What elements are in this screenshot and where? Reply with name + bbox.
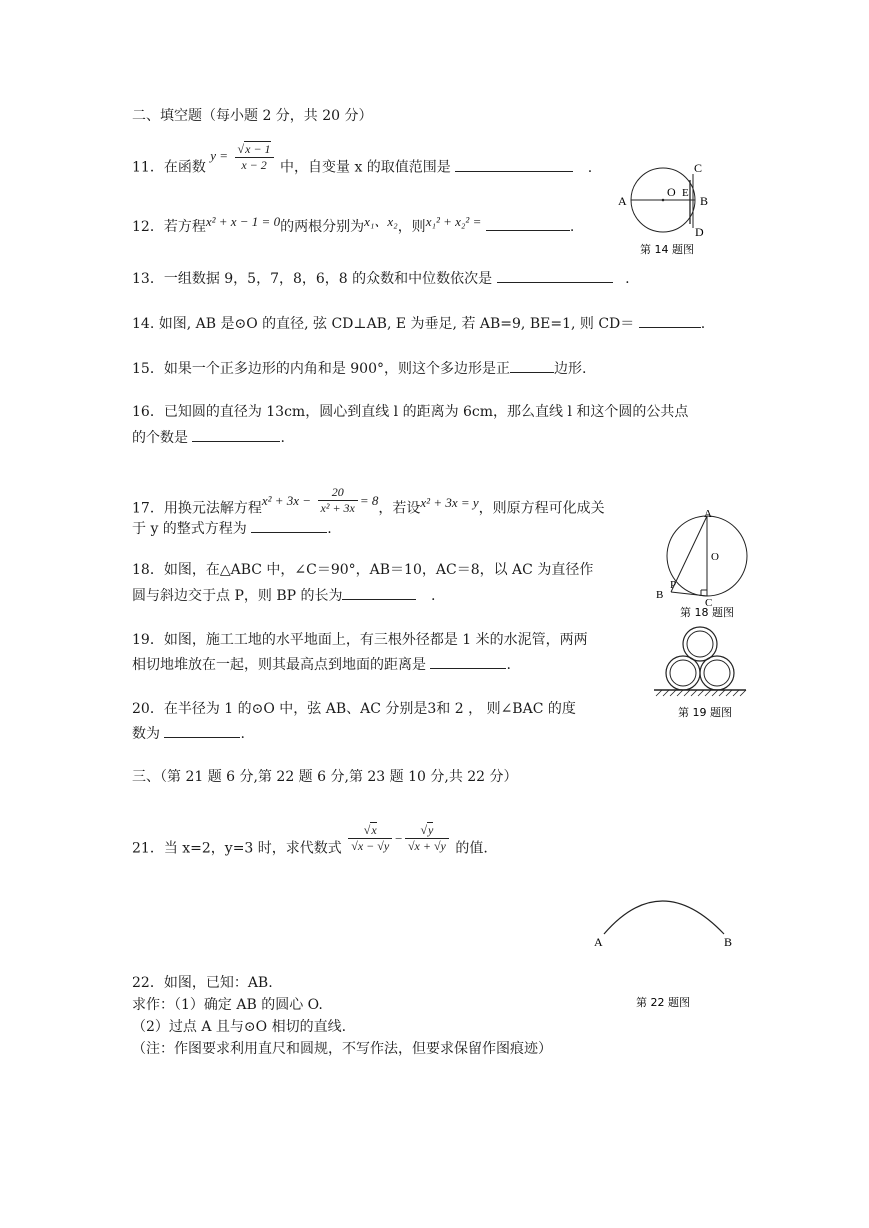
fig18-label-p: P	[670, 579, 677, 591]
q17-substitution: x² + 3x = y	[420, 494, 479, 510]
q11-fraction: $\frac{√x - 1}{x - 2}$	[235, 142, 274, 173]
fig18-label-o: O	[711, 551, 719, 563]
q12-sum-squares: x₁² + x₂² =	[425, 214, 482, 229]
fig18-label-c: C	[705, 597, 713, 609]
figure-19	[650, 622, 750, 722]
question-22-line-2: 求作：（1）确定 AB 的圆心 O.	[132, 997, 323, 1013]
q11-answer-blank[interactable]	[455, 157, 573, 172]
fig14-label-b: B	[700, 194, 709, 208]
q15-answer-blank[interactable]	[510, 358, 554, 373]
question-20-line-1: 20．在半径为 1 的⊙O 中，弦 AB、AC 分别是3和 2 ， 则∠BAC 的度	[132, 701, 576, 717]
question-22-line-3: （2）过点 A 且与⊙O 相切的直线.	[132, 1019, 347, 1035]
q21-fraction-x: $\frac{√x}{√x - √y}$	[348, 823, 392, 854]
fig22-label-b: B	[724, 935, 733, 949]
question-16-line-2: 的个数是 .	[132, 427, 285, 448]
question-12: 12．若方程x² + x − 1 = 0的两根分别为x₁、x₂，则x₁² + x₂² = .	[132, 214, 575, 235]
question-16-line-1: 16．已知圆的直径为 13cm，圆心到直线 l 的距离为 6cm，那么直线 l 和这个圆的公共点	[132, 404, 689, 420]
question-14: 14. 如图, AB 是⊙O 的直径, 弦 CD⊥AB, E 为垂足, 若 AB=9, BE=1, 则 CD＝ .	[132, 313, 705, 334]
fig22-label-a: A	[594, 935, 603, 949]
q18-answer-blank[interactable]	[342, 585, 416, 600]
q20-answer-blank[interactable]	[164, 723, 240, 738]
fig14-label-e: E	[682, 187, 689, 199]
q11-text: 中，自变量 x 的取值范围是	[280, 159, 451, 176]
question-18-line-2: 圆与斜边交于点 P，则 BP 的长为 .	[132, 585, 435, 606]
figure-22	[588, 888, 748, 1014]
question-17-line-1: 17．用换元法解方程x² + 3x − $\frac{20}{\text{x² + 3x}}$ = 8，若设x² + 3x = y，则原方程可化成关	[132, 485, 605, 517]
q17-fraction: $\frac{20}{\text{x² + 3x}}$	[318, 485, 358, 516]
section-3-heading: 三、（第 21 题 6 分,第 22 题 6 分,第 23 题 10 分,共 22 分）	[132, 769, 518, 785]
q11-prefix: 11．在函数	[132, 159, 206, 176]
q11-y: y =	[210, 147, 229, 163]
q14-answer-blank[interactable]	[639, 313, 701, 328]
q12-roots: x₁、x₂	[364, 214, 398, 229]
q17-answer-blank[interactable]	[251, 518, 327, 533]
fig18-label-b: B	[656, 589, 664, 601]
question-18-line-1: 18．如图，在△ABC 中，∠C＝90°，AB＝10，AC＝8，以 AC 为直径作	[132, 562, 594, 578]
question-22-line-4: （注：作图要求利用直尺和圆规，不写作法，但要求保留作图痕迹）	[132, 1041, 552, 1057]
q12-answer-blank[interactable]	[486, 216, 570, 231]
fig18-caption: 第 18 题图	[680, 606, 734, 619]
question-13: 13．一组数据 9，5，7，8，6，8 的众数和中位数依次是 .	[132, 268, 630, 289]
question-15: 15．如果一个正多边形的内角和是 900°，则这个多边形是正 边形.	[132, 358, 586, 379]
figure-14	[612, 160, 722, 260]
q17-lhs: x² + 3x −	[261, 492, 312, 508]
q16-answer-blank[interactable]	[192, 427, 280, 442]
figure-18	[652, 508, 752, 620]
question-19-line-2: 相切地堆放在一起，则其最高点到地面的距离是 .	[132, 654, 511, 675]
q12-prefix: 12．若方程	[132, 219, 206, 235]
fig14-label-o: O	[667, 185, 676, 199]
question-19-line-1: 19．如图，施工工地的水平地面上，有三根外径都是 1 米的水泥管，两两	[132, 632, 588, 648]
fig19-caption: 第 19 题图	[678, 706, 732, 719]
question-21: 21．当 x=2，y=3 时，求代数式 $\frac{√x}{√x - √y}$ − $\frac{√y}{√x + √y}$ 的值.	[132, 823, 488, 857]
fig14-label-c: C	[694, 161, 703, 175]
fig14-label-d: D	[695, 225, 704, 239]
q19-answer-blank[interactable]	[430, 654, 506, 669]
fig14-label-a: A	[618, 194, 627, 208]
section-2-heading: 二、填空题（每小题 2 分，共 20 分）	[132, 108, 373, 124]
question-17-line-2: 于 y 的整式方程为 .	[132, 518, 332, 539]
question-22-line-1: 22．如图，已知：AB.	[132, 975, 273, 991]
fig22-caption: 第 22 题图	[636, 996, 690, 1009]
q12-equation: x² + x − 1 = 0	[205, 214, 281, 229]
fig14-caption: 第 14 题图	[640, 243, 694, 256]
fig18-label-a: A	[704, 508, 712, 520]
question-11: 11．在函数 y = $\frac{√x - 1}{x - 2}$ 中，自变量 x 的取值范围是 .	[132, 142, 593, 176]
q21-fraction-y: $\frac{√y}{√x + √y}$	[405, 823, 449, 854]
q13-answer-blank[interactable]	[497, 268, 613, 283]
question-20-line-2: 数为 .	[132, 723, 245, 744]
